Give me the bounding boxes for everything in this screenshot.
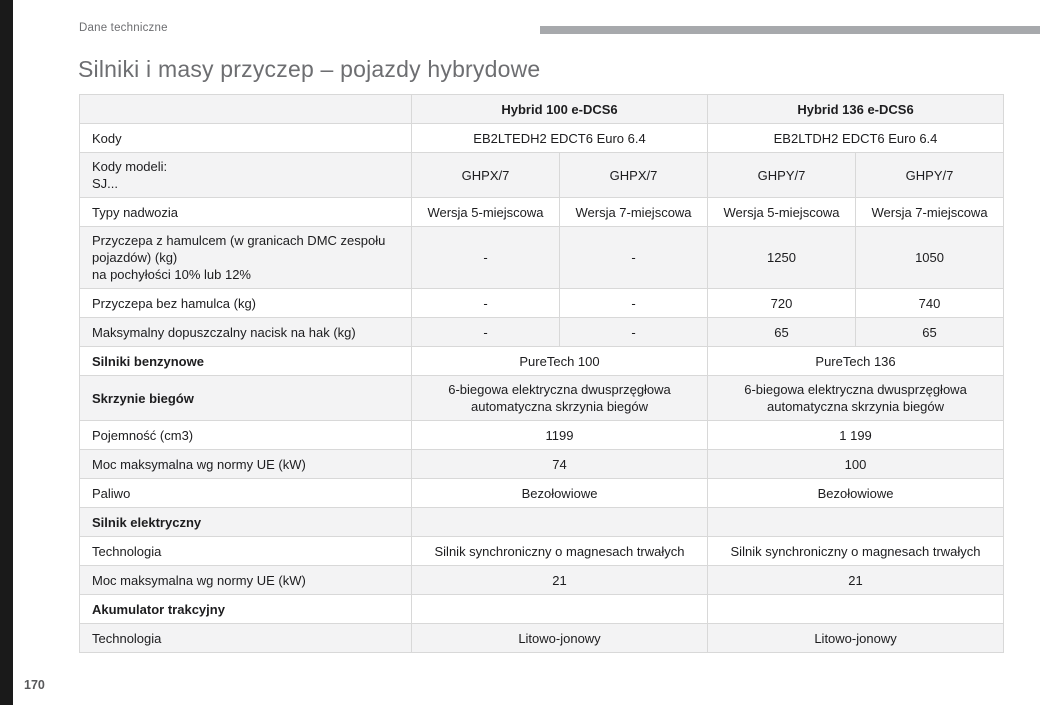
cell-value: EB2LTDH2 EDCT6 Euro 6.4 (708, 124, 1004, 153)
row-label-text: Technologia (92, 543, 162, 559)
row-sublabel-text: na pochyłości 10% lub 12% (92, 267, 251, 282)
cell-value: Wersja 5-miejscowa (708, 198, 856, 227)
table-row-pojemnosc (80, 421, 1004, 450)
table-row-technologia-akumulator (80, 624, 1004, 653)
cell-value: Silnik synchroniczny o magnesach trwałych (412, 537, 708, 566)
row-label-text: Technologia (92, 630, 162, 646)
cell-value: Wersja 7-miejscowa (560, 198, 708, 227)
row-label (80, 124, 412, 153)
cell-value: Bezołowiowe (412, 479, 708, 508)
spec-table-body (80, 124, 1004, 653)
cell-value: Litowo-jonowy (708, 624, 1004, 653)
row-label-text: Typy nadwozia (92, 204, 178, 220)
cell-value: 1199 (412, 421, 708, 450)
cell-value: PureTech 100 (412, 347, 708, 376)
cell-value: - (560, 227, 708, 289)
table-header-row (80, 95, 1004, 124)
row-label (80, 624, 412, 653)
header-corner-cell (80, 95, 412, 124)
page-edge-bar (0, 0, 13, 705)
header-hybrid-136: Hybrid 136 e-DCS6 (708, 95, 1004, 124)
cell-value: - (560, 289, 708, 318)
cell-value: 6-biegowa elektryczna dwusprzęgłowa automatyczna skrzynia biegów (412, 376, 708, 421)
table-row-moc-maksymalna-elektryczny (80, 566, 1004, 595)
row-label-text: Moc maksymalna wg normy UE (kW) (92, 572, 306, 588)
section-label: Dane techniczne (79, 22, 168, 34)
cell-value: 21 (708, 566, 1004, 595)
table-row-nacisk-na-hak (80, 318, 1004, 347)
cell-value: 1 199 (708, 421, 1004, 450)
cell-value: GHPX/7 (412, 153, 560, 198)
cell-value (708, 508, 1004, 537)
row-label-text: Skrzynie biegów (92, 390, 194, 406)
spec-table (79, 94, 1004, 653)
cell-value: Litowo-jonowy (412, 624, 708, 653)
table-row-silnik-elektryczny (80, 508, 1004, 537)
cell-value: - (560, 318, 708, 347)
cell-value: - (412, 289, 560, 318)
cell-value: 1050 (856, 227, 1004, 289)
cell-value: EB2LTEDH2 EDCT6 Euro 6.4 (412, 124, 708, 153)
row-label (80, 595, 412, 624)
cell-value: GHPX/7 (560, 153, 708, 198)
row-label (80, 318, 412, 347)
table-row-przyczepa-z-hamulcem (80, 227, 1004, 289)
table-row-skrzynie-biegow (80, 376, 1004, 421)
row-label-text: Silnik elektryczny (92, 514, 202, 530)
cell-value: 65 (856, 318, 1004, 347)
header-accent-bar (540, 26, 1040, 34)
cell-value: 100 (708, 450, 1004, 479)
cell-value (412, 508, 708, 537)
row-label-text: Silniki benzynowe (92, 353, 204, 369)
cell-value: 74 (412, 450, 708, 479)
page-number: 170 (24, 678, 45, 692)
cell-value: - (412, 227, 560, 289)
row-label-text: Przyczepa bez hamulca (kg) (92, 295, 257, 311)
cell-value: GHPY/7 (856, 153, 1004, 198)
cell-value: Wersja 5-miejscowa (412, 198, 560, 227)
table-row-kody-modeli (80, 153, 1004, 198)
table-row-przyczepa-bez-hamulca (80, 289, 1004, 318)
row-label-text: Moc maksymalna wg normy UE (kW) (92, 456, 306, 472)
row-label-text: Pojemność (cm3) (92, 427, 194, 443)
row-label (80, 421, 412, 450)
header-hybrid-100: Hybrid 100 e-DCS6 (412, 95, 708, 124)
spec-table-container (79, 94, 1003, 653)
table-row-technologia-silnik-elektryczny (80, 537, 1004, 566)
row-label-text: Paliwo (92, 485, 131, 501)
cell-value: 21 (412, 566, 708, 595)
table-row-kody (80, 124, 1004, 153)
row-label (80, 479, 412, 508)
row-label (80, 347, 412, 376)
table-row-akumulator-trakcyjny (80, 595, 1004, 624)
cell-value (708, 595, 1004, 624)
cell-value (412, 595, 708, 624)
row-label (80, 198, 412, 227)
row-label (80, 450, 412, 479)
row-sublabel-text: SJ... (92, 176, 119, 191)
row-label-text: Maksymalny dopuszczalny nacisk na hak (kg) (92, 324, 356, 340)
row-label-text: Przyczepa z hamulcem (w granicach DMC zespołu pojazdów) (kg) (92, 233, 386, 265)
row-label (80, 289, 412, 318)
row-label-text: Kody (92, 130, 122, 146)
cell-value: 740 (856, 289, 1004, 318)
table-row-silniki-benzynowe (80, 347, 1004, 376)
cell-value: - (412, 318, 560, 347)
cell-value: Bezołowiowe (708, 479, 1004, 508)
row-label (80, 227, 412, 289)
cell-value: 6-biegowa elektryczna dwusprzęgłowa automatyczna skrzynia biegów (708, 376, 1004, 421)
row-label (80, 537, 412, 566)
row-label (80, 566, 412, 595)
row-label (80, 508, 412, 537)
cell-value: PureTech 136 (708, 347, 1004, 376)
row-label-text: Akumulator trakcyjny (92, 601, 225, 617)
page-title: Silniki i masy przyczep – pojazdy hybrydowe (78, 56, 541, 82)
table-row-paliwo (80, 479, 1004, 508)
cell-value: Wersja 7-miejscowa (856, 198, 1004, 227)
table-row-moc-maksymalna-spalinowy (80, 450, 1004, 479)
row-label-text: Kody modeli: (92, 159, 168, 174)
cell-value: GHPY/7 (708, 153, 856, 198)
cell-value: 65 (708, 318, 856, 347)
row-label (80, 376, 412, 421)
table-row-typy-nadwozia (80, 198, 1004, 227)
cell-value: Silnik synchroniczny o magnesach trwałych (708, 537, 1004, 566)
cell-value: 1250 (708, 227, 856, 289)
cell-value: 720 (708, 289, 856, 318)
row-label (80, 153, 412, 198)
